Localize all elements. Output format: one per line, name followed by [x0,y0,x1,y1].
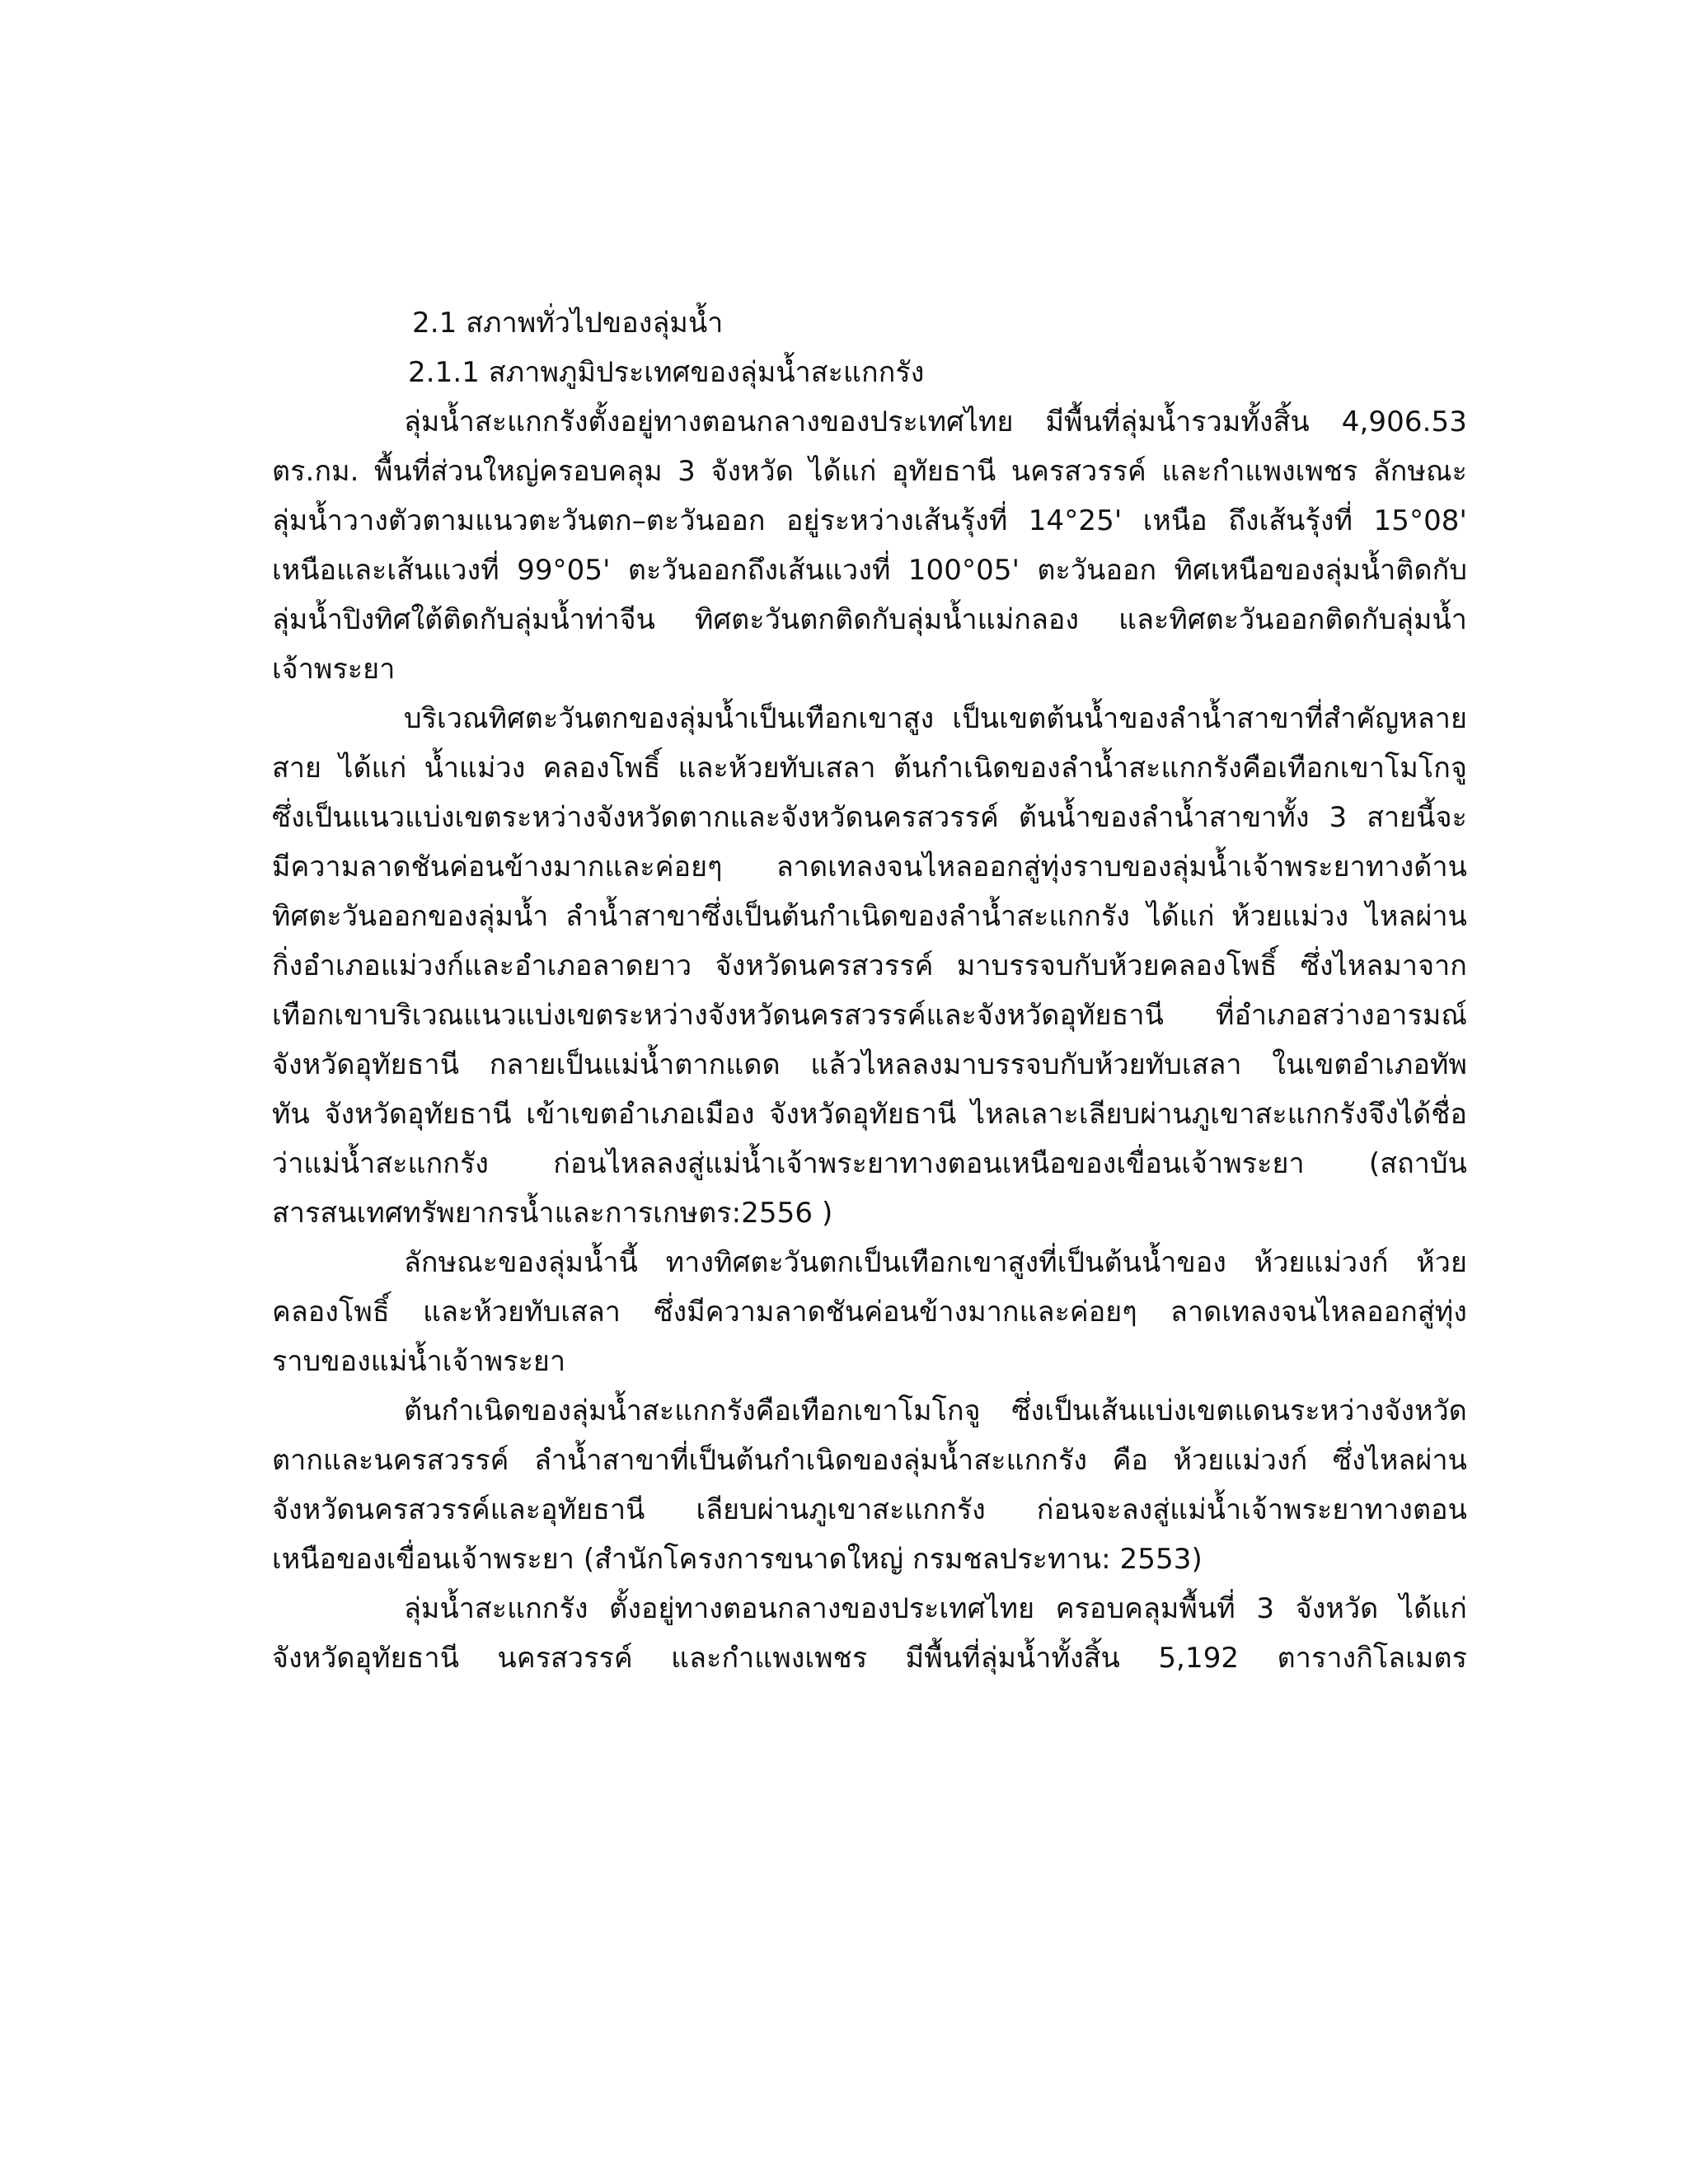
paragraph-line: สารสนเทศทรัพยากรน้ำและการเกษตร:2556 ) [272,1197,833,1230]
paragraph-line: ต้นกำเนิดของลุ่มน้ำสะแกกรังคือเทือกเขาโมโกจู ซึ่งเป็นเส้นแบ่งเขตแดนระหว่างจังหวัด [404,1394,1467,1427]
section-heading: 2.1 สภาพทั่วไปของลุ่มน้ำ [412,307,724,340]
paragraph-line: ลุ่มน้ำสะแกกรัง ตั้งอยู่ทางตอนกลางของประเทศไทย ครอบคลุมพื้นที่ 3 จังหวัด ได้แก่ [404,1592,1467,1625]
document-body [272,298,1467,1683]
paragraph-line: บริเวณทิศตะวันตกของลุ่มน้ำเป็นเทือกเขาสูง เป็นเขตต้นน้ำของลำน้ำสาขาที่สำคัญหลาย [404,702,1467,735]
paragraph-line: ลุ่มน้ำปิงทิศใต้ติดกับลุ่มน้ำท่าจีน ทิศตะวันตกติดกับลุ่มน้ำแม่กลอง และทิศตะวันออกติดกับลุ่มน้ำ [272,603,1467,636]
paragraph-2 [272,694,1467,1238]
paragraph-line: เหนือของเขื่อนเจ้าพระยา (สำนักโครงการขนาดใหญ่ กรมชลประทาน: 2553) [272,1543,1203,1576]
paragraph-5 [272,1584,1467,1683]
section-subheading: 2.1.1 สภาพภูมิประเทศของลุ่มน้ำสะแกกรัง [408,356,925,389]
paragraph-line: เจ้าพระยา [272,653,396,686]
paragraph-line: สาย ได้แก่ น้ำแม่วง คลองโพธิ์ และห้วยทับเสลา ต้นกำเนิดของลำน้ำสะแกกรังคือเทือกเขาโมโกจู [272,752,1467,785]
paragraph-line: จังหวัดอุทัยธานี กลายเป็นแม่น้ำตากแดด แล้วไหลลงมาบรรจบกับห้วยทับเสลา ในเขตอำเภอทัพ [272,1048,1467,1081]
paragraph-line: เหนือและเส้นแวงที่ 99°05' ตะวันออกถึงเส้นแวงที่ 100°05' ตะวันออก ทิศเหนือของลุ่มน้ำติดกับ [272,554,1467,587]
paragraph-line: เทือกเขาบริเวณแนวแบ่งเขตระหว่างจังหวัดนครสวรรค์และจังหวัดอุทัยธานี ที่อำเภอสว่างอารมณ์ [272,999,1467,1032]
paragraph-line: มีความลาดชันค่อนข้างมากและค่อยๆ ลาดเทลงจนไหลออกสู่ทุ่งราบของลุ่มน้ำเจ้าพระยาทางด้าน [272,851,1467,883]
paragraph-3 [272,1238,1467,1386]
paragraph-line: ตากและนครสวรรค์ ลำน้ำสาขาที่เป็นต้นกำเนิดของลุ่มน้ำสะแกกรัง คือ ห้วยแม่วงก์ ซึ่งไหลผ่าน [272,1444,1467,1477]
paragraph-line: ลักษณะของลุ่มน้ำนี้ ทางทิศตะวันตกเป็นเทือกเขาสูงที่เป็นต้นน้ำของ ห้วยแม่วงก์ ห้วย [404,1246,1467,1279]
paragraph-line: ลุ่มน้ำวางตัวตามแนวตะวันตก–ตะวันออก อยู่ระหว่างเส้นรุ้งที่ 14°25' เหนือ ถึงเส้นรุ้งที่ 15°08' [272,504,1467,537]
paragraph-line: จังหวัดนครสวรรค์และอุทัยธานี เลียบผ่านภูเขาสะแกกรัง ก่อนจะลงสู่แม่น้ำเจ้าพระยาทางตอน [272,1493,1467,1526]
paragraph-line: จังหวัดอุทัยธานี นครสวรรค์ และกำแพงเพชร มีพื้นที่ลุ่มน้ำทั้งสิ้น 5,192 ตารางกิโลเมตร [272,1642,1467,1675]
paragraph-line: ราบของแม่น้ำเจ้าพระยา [272,1345,566,1378]
paragraph-line: ทัน จังหวัดอุทัยธานี เข้าเขตอำเภอเมือง จังหวัดอุทัยธานี ไหลเลาะเลียบผ่านภูเขาสะแกกรังจึงได้ชื่อ [272,1098,1467,1131]
paragraph-line: ว่าแม่น้ำสะแกกรัง ก่อนไหลลงสู่แม่น้ำเจ้าพระยาทางตอนเหนือของเขื่อนเจ้าพระยา (สถาบัน [272,1147,1467,1180]
paragraph-line: คลองโพธิ์ และห้วยทับเสลา ซึ่งมีความลาดชันค่อนข้างมากและค่อยๆ ลาดเทลงจนไหลออกสู่ทุ่ง [272,1296,1467,1329]
paragraph-4 [272,1386,1467,1584]
paragraph-line: กิ่งอำเภอแม่วงก์และอำเภอลาดยาว จังหวัดนครสวรรค์ มาบรรจบกับห้วยคลองโพธิ์ ซึ่งไหลมาจาก [272,949,1467,982]
paragraph-1 [272,397,1467,694]
paragraph-line: ตร.กม. พื้นที่ส่วนใหญ่ครอบคลุม 3 จังหวัด ได้แก่ อุทัยธานี นครสวรรค์ และกำแพงเพชร ลักษณะ [272,455,1467,488]
paragraph-line: ทิศตะวันออกของลุ่มน้ำ ลำน้ำสาขาซึ่งเป็นต้นกำเนิดของลำน้ำสะแกกรัง ได้แก่ ห้วยแม่วง ไหลผ่าน [272,900,1467,933]
paragraph-line: ลุ่มน้ำสะแกกรังตั้งอยู่ทางตอนกลางของประเทศไทย มีพื้นที่ลุ่มน้ำรวมทั้งสิ้น 4,906.53 [404,405,1467,438]
paragraph-line: ซึ่งเป็นแนวแบ่งเขตระหว่างจังหวัดตากและจังหวัดนครสวรรค์ ต้นน้ำของลำน้ำสาขาทั้ง 3 สายนี้จะ [272,801,1467,834]
